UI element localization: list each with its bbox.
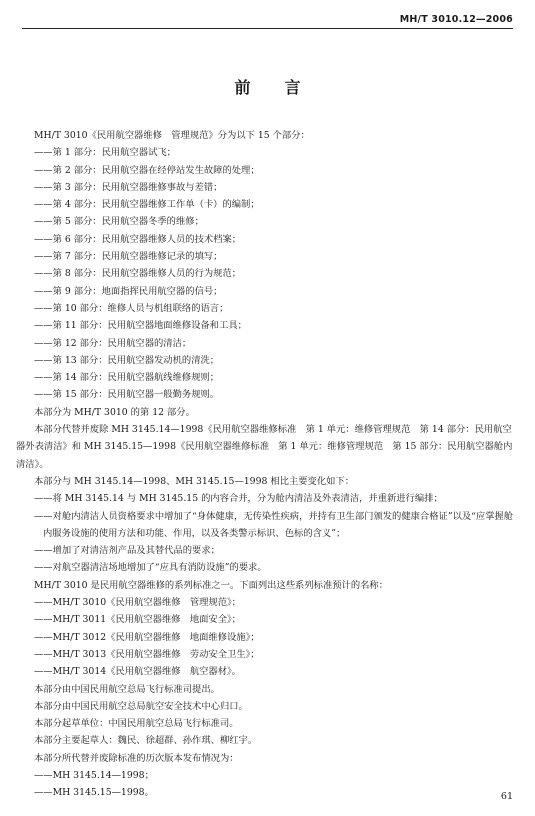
replaces-statement: 本部分代替并废除 MH 3145.14—1998《民用航空器维修标准 第 1 单元：维修管理规范 第 14 部分：民用航空器外表清洁》和 MH 3145.15—1998《民用航空器维修标准 第 1 单元：维修管理规范 第 15 部分：民用航空器舱内清洁》。 [16, 424, 513, 470]
drafters: 本部分主要起草人：魏民、徐超群、孙作琪、柳红宇。 [34, 735, 258, 747]
standard-code-header: MH/T 3010.12—2006 [399, 14, 513, 25]
history-list-item: ——MH 3145.14—1998； [34, 769, 154, 781]
this-part-statement: 本部分为 MH/T 3010 的第 12 部分。 [34, 406, 195, 418]
series-list-item: ——MH/T 3012《民用航空器维修 地面维修设施》； [34, 631, 260, 643]
series-list-item: ——MH/T 3010《民用航空器维修 管理规范》； [34, 597, 241, 609]
part-list-item: ——第 9 部分：地面指挥民用航空器的信号； [34, 285, 223, 297]
page-title: 前言 [234, 78, 335, 97]
managed-by: 本部分由中国民用航空总局航空安全技术中心归口。 [34, 700, 248, 712]
part-list-item: ——第 8 部分：民用航空器维修人员的行为规范； [34, 268, 242, 280]
part-list-item: ——第 15 部分：民用航空器一般勤务规则。 [34, 389, 220, 401]
page-number: 61 [500, 791, 513, 802]
change-list-item: ——增加了对清洁剂产品及其替代品的要求； [34, 545, 220, 557]
part-list-item: ——第 5 部分：民用航空器冬季的维修； [34, 216, 204, 228]
drafted-by: 本部分起草单位：中国民用航空总局飞行标准司。 [34, 718, 239, 730]
series-list-item: ——MH/T 3013《民用航空器维修 劳动安全卫生》； [34, 648, 260, 660]
change-list-item: ——将 MH 3145.14 与 MH 3145.15 的内容合并，分为舱内清洁及外表清洁，并重新进行编排； [34, 493, 443, 505]
change-list-item: ——对航空器清洁场地增加了“应具有消防设施”的要求。 [34, 562, 267, 574]
part-list-item: ——第 10 部分：维修人员与机组联络的语言； [34, 302, 229, 314]
part-list-item: ——第 14 部分：民用航空器航线维修规则； [34, 372, 220, 384]
history-list-item: ——MH 3145.15—1998。 [34, 787, 154, 799]
document-body [16, 127, 516, 802]
series-list-item: ——MH/T 3011《民用航空器维修 地面安全》； [34, 614, 241, 626]
part-list-item: ——第 4 部分：民用航空器维修工作单（卡）的编制； [34, 199, 260, 211]
history-intro: 本部分所代替并废除标准的历次版本发布情况为： [34, 752, 239, 764]
part-list-item: ——第 11 部分：民用航空器地面维修设备和工具； [34, 320, 247, 332]
part-list-item: ——第 13 部分：民用航空器发动机的清洗； [34, 354, 220, 366]
series-intro: MH/T 3010 是民用航空器维修的系列标准之一。下面列出这些系列标准预计的名称： [34, 579, 389, 591]
change-list-item: ——对舱内清洁人员资格要求中增加了“身体健康，无传染性疾病，并持有卫生部门颁发的健康合格证”以及“应掌握舱内服务设施的使用方法和功能、作用，以及各类警示标识、色标的含义”； [34, 510, 514, 539]
part-list-item: ——第 6 部分：民用航空器维修人员的技术档案； [34, 233, 242, 245]
part-list-item: ——第 2 部分：民用航空器在经停站发生故障的处理； [34, 164, 260, 176]
header-rule [22, 28, 513, 29]
series-list-item: ——MH/T 3014《民用航空器维修 航空器材》。 [34, 666, 241, 678]
part-list-item: ——第 1 部分：民用航空器试飞； [34, 147, 176, 159]
changes-intro: 本部分与 MH 3145.14—1998、MH 3145.15—1998 相比主要变化如下： [34, 475, 355, 487]
proposed-by: 本部分由中国民用航空总局飞行标准司提出。 [34, 683, 220, 695]
parts-intro: MH/T 3010《民用航空器维修 管理规范》分为以下 15 个部分： [34, 130, 310, 141]
part-list-item: ——第 3 部分：民用航空器维修事故与差错； [34, 181, 223, 193]
part-list-item: ——第 12 部分：民用航空器的清洁； [34, 337, 192, 349]
part-list-item: ——第 7 部分：民用航空器维修记录的填写； [34, 251, 223, 263]
